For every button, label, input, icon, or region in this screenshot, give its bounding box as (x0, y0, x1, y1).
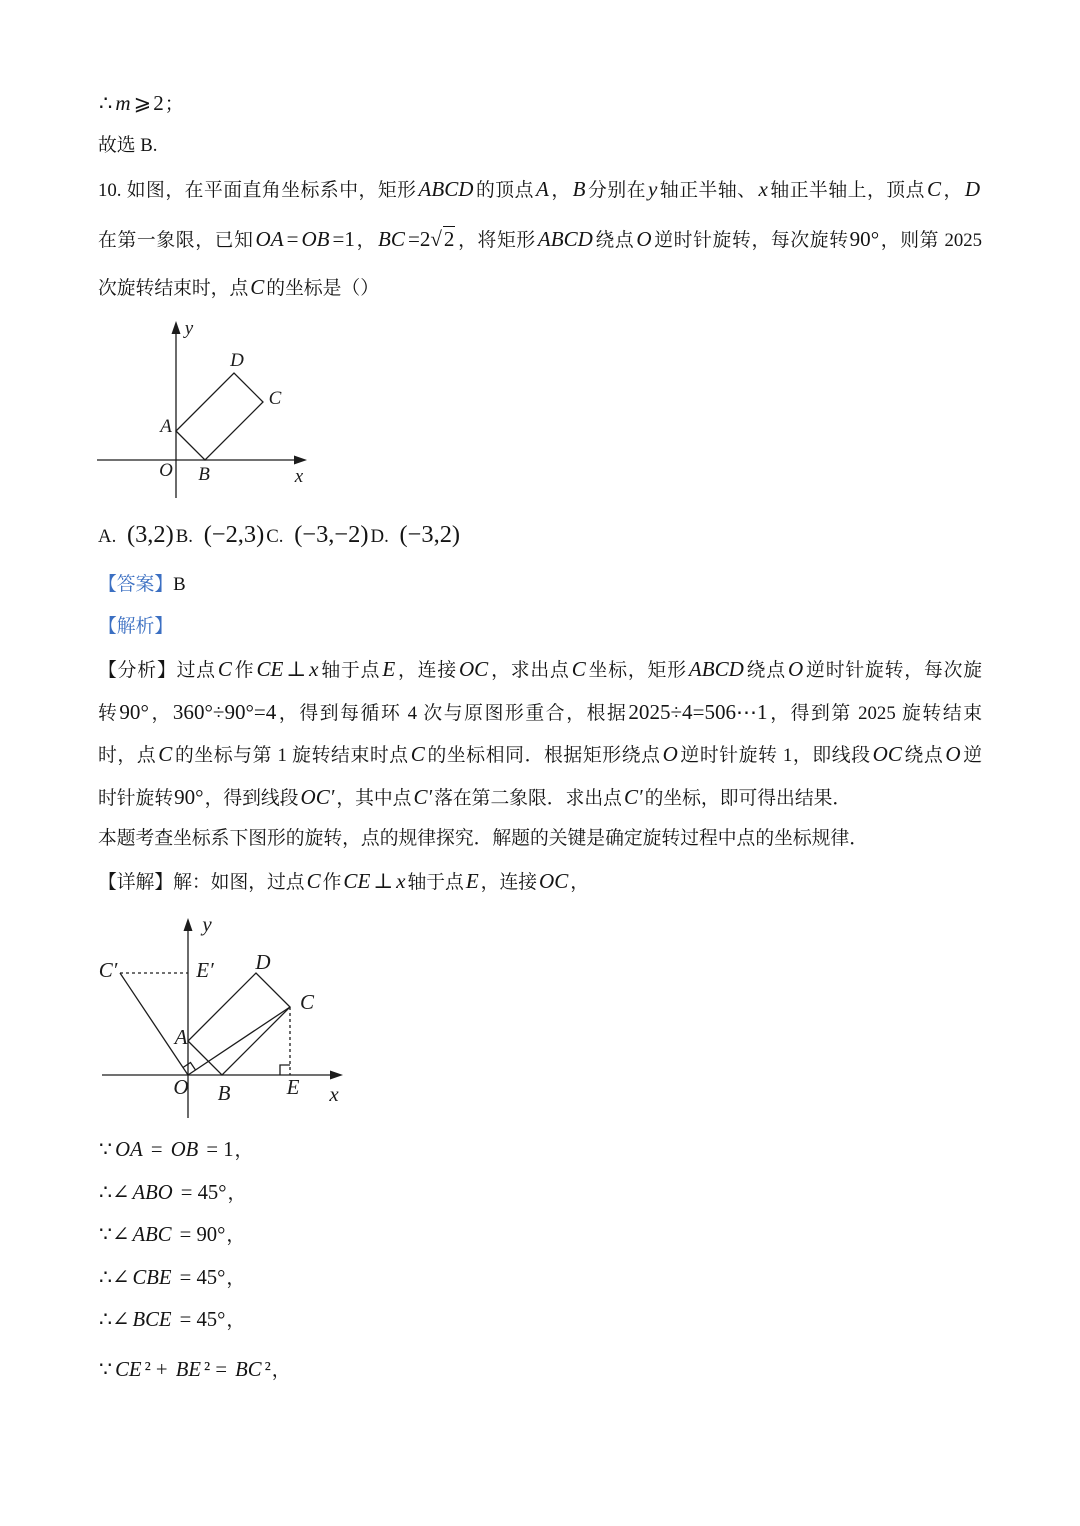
math-expression: 360°÷90°=4 (172, 700, 277, 724)
math-variable: CE (115, 1359, 142, 1381)
text-run: ，其中点 (336, 788, 412, 809)
text-run: 本题考查坐标系下图形的旋转，点的规律探究．解题的关键是确定旋转过程中点的坐标规律． (98, 828, 869, 849)
text-run: 轴正半轴上，顶点 (769, 180, 925, 201)
math-variable: C′ (413, 785, 433, 809)
math-variable: C (250, 275, 265, 299)
label-y: y (184, 318, 194, 339)
math-variable: ABC (132, 1224, 172, 1246)
sqrt-radicand: 2 (443, 227, 455, 251)
section-label: 【答案】 (98, 574, 174, 595)
math-expression: ∵ (99, 1139, 113, 1161)
math-expression: ∴ (99, 91, 113, 115)
text-run: 在第一象限，已知 (98, 230, 254, 251)
right-angle-mark-o (183, 1063, 196, 1071)
answer-line (98, 571, 186, 599)
math-expression: (3,2) (126, 521, 174, 548)
text-run: ，则第 2025 (880, 230, 982, 251)
math-variable: x (396, 869, 406, 893)
math-variable: OC′ (300, 785, 335, 809)
text-run: 分别在 (587, 180, 647, 201)
label-d: D (255, 950, 271, 974)
text-run: 次旋转结束时，点 (98, 278, 249, 299)
label-o: O (159, 460, 173, 481)
text-run: 落在第二象限．求出点 (434, 788, 622, 809)
label-c: C (268, 388, 282, 409)
text-run: ，将矩形 (457, 230, 536, 251)
text-run: ，得到线段 (204, 788, 299, 809)
math-expression: = 90° (174, 1224, 226, 1246)
text-run: D. (370, 526, 394, 547)
math-variable: ABCD (688, 657, 744, 681)
step-angle-abo (98, 1179, 246, 1207)
label-a: A (174, 1025, 188, 1049)
math-variable: OB (170, 1139, 199, 1161)
math-variable: O (787, 657, 804, 681)
text-run: 10. 如图，在平面直角坐标系中，矩形 (98, 180, 417, 201)
math-expression: ∴∠ (99, 1267, 130, 1289)
math-expression: ∴∠ (99, 1309, 130, 1331)
math-variable: A (535, 177, 549, 201)
right-angle-mark-e (280, 1065, 290, 1075)
step-pythagoras (98, 1356, 291, 1384)
math-expression: 90° (119, 700, 149, 724)
math-variable: E (382, 657, 396, 681)
math-expression: (−3,−2) (294, 521, 369, 548)
step-angle-bce (98, 1306, 245, 1334)
math-variable: B (572, 177, 586, 201)
label-d: D (230, 350, 244, 371)
text-run: ， (942, 180, 963, 201)
text-run: 作 (322, 872, 342, 893)
text-run: ，得到每循环 4 次与原图形重合，根据 (277, 703, 628, 724)
text-run: ， (149, 703, 172, 724)
label-y: y (202, 912, 212, 936)
text-run: ； (164, 94, 184, 115)
label-o: O (173, 1075, 189, 1099)
math-variable: y (648, 177, 658, 201)
math-variable: CE (343, 869, 371, 893)
answer-options (98, 521, 462, 549)
text-run: 逆时针旋转，每次旋 (805, 660, 982, 681)
label-e: E (286, 1075, 300, 1099)
math-variable: ABCD (537, 227, 593, 251)
math-variable: C (158, 742, 173, 766)
text-run: B. (175, 526, 198, 547)
text-run: 轴正半轴、 (659, 180, 757, 201)
math-variable: BCE (132, 1309, 172, 1331)
segment-oc (188, 1007, 290, 1075)
text-run: B (173, 574, 186, 595)
analysis-line-3 (98, 740, 982, 768)
text-run: A. (98, 526, 121, 547)
math-expression: ∵ (99, 1359, 113, 1381)
text-run: 转 (98, 703, 119, 724)
question-10-line-3 (98, 273, 379, 301)
math-variable: ABO (132, 1182, 173, 1204)
math-expression: (−3,2) (399, 521, 461, 548)
math-variable: x (309, 657, 319, 681)
math-expression: 90° (849, 227, 880, 251)
analysis-line-2 (98, 698, 982, 726)
text-run: ， (226, 1225, 246, 1246)
analysis-heading (98, 613, 173, 641)
math-expression: ⩾ (133, 91, 152, 115)
text-run: 作 (233, 660, 255, 681)
label-x: x (329, 1082, 339, 1106)
text-run: ， (271, 1360, 291, 1381)
math-expression: 90° (174, 785, 204, 809)
math-variable: OB (301, 227, 330, 251)
detailed-solution-intro (98, 867, 589, 895)
analysis-line-4 (98, 783, 851, 811)
label-c: C (299, 990, 315, 1014)
analysis-line-1 (98, 655, 982, 683)
math-variable: BE (175, 1359, 201, 1381)
text-run: ， (226, 1310, 246, 1331)
text-run: ， (226, 1268, 246, 1289)
math-expression: ² + (144, 1359, 173, 1381)
label-b: B (217, 1081, 231, 1105)
math-expression: = 1 (201, 1139, 234, 1161)
x-axis-arrow-icon (330, 1071, 343, 1080)
text-run: C. (266, 526, 289, 547)
label-a: A (160, 416, 172, 437)
topic-summary (98, 825, 868, 853)
y-axis-arrow-icon (184, 918, 193, 931)
text-run: 逆 (962, 745, 982, 766)
math-variable: D (964, 177, 981, 201)
math-expression: ² = (203, 1359, 233, 1381)
math-variable: O (636, 227, 652, 251)
math-expression: ∴∠ (99, 1182, 130, 1204)
text-run: 坐标，矩形 (587, 660, 687, 681)
math-expression: = 45° (174, 1309, 226, 1331)
text-run: 的坐标相同．根据矩形绕点 (426, 745, 661, 766)
math-expression: = 45° (175, 1182, 227, 1204)
step-angle-cbe (98, 1264, 245, 1292)
text-run: 逆时针旋转，每次旋转 (653, 230, 849, 251)
math-variable: m (115, 91, 131, 115)
text-run: ， (234, 1140, 254, 1161)
math-expression: ∵∠ (99, 1224, 130, 1246)
math-expression: ⊥ (373, 869, 394, 893)
math-expression: =2√ (407, 227, 442, 251)
step-angle-abc (98, 1221, 245, 1249)
text-run: 的坐标与第 1 旋转结束时点 (174, 745, 409, 766)
text-run: ，连接 (480, 872, 538, 893)
text-run: 绕点 (903, 745, 944, 766)
math-variable: OA (255, 227, 284, 251)
text-run: 【分析】过点 (98, 660, 216, 681)
math-variable: O (662, 742, 678, 766)
label-x: x (294, 466, 304, 487)
math-variable: C (217, 657, 232, 681)
math-expression: = (145, 1139, 168, 1161)
figure-rectangle-abcd (90, 310, 320, 506)
math-variable: C (306, 869, 321, 893)
rectangle-abcd (188, 973, 290, 1075)
math-variable: C (571, 657, 586, 681)
math-variable: x (758, 177, 768, 201)
text-run: ， (355, 230, 377, 251)
text-run: 的顶点 (475, 180, 534, 201)
section-label: 【解析】 (98, 616, 174, 637)
math-expression: 2025÷4=506⋯1 (628, 700, 768, 724)
math-variable: OA (115, 1139, 143, 1161)
text-run: 绕点 (594, 230, 635, 251)
text-run: ，得到第 2025 旋转结束 (768, 703, 982, 724)
math-variable: OC (872, 742, 902, 766)
question-10-line-1 (98, 175, 982, 203)
text-run: ， (227, 1183, 247, 1204)
choose-answer-b (98, 132, 157, 160)
text-run: 的坐标，即可得出结果． (644, 788, 852, 809)
math-expression: (−2,3) (203, 521, 265, 548)
x-axis-arrow-icon (294, 456, 307, 465)
math-variable: E (465, 869, 479, 893)
math-variable: CBE (132, 1267, 172, 1289)
label-e-prime: E′ (196, 958, 214, 982)
text-run: ， (570, 872, 590, 893)
math-expression: = (286, 227, 299, 251)
math-variable: CE (256, 657, 284, 681)
math-expression: ² (264, 1359, 271, 1381)
conclusion-m-range (98, 89, 184, 117)
question-10-line-2 (98, 225, 982, 253)
y-axis-arrow-icon (172, 321, 181, 334)
math-expression: 2 (153, 91, 164, 115)
math-variable: ABCD (418, 177, 474, 201)
segment-oc-prime (120, 973, 188, 1075)
math-variable: OC (458, 657, 489, 681)
math-variable: BC (235, 1359, 262, 1381)
label-b: B (198, 464, 210, 485)
text-run: 故选 B. (98, 135, 158, 156)
text-run: 轴于点 (320, 660, 381, 681)
label-c-prime: C′ (98, 958, 118, 982)
math-variable: OC (539, 869, 569, 893)
math-expression: = 45° (174, 1267, 226, 1289)
rectangle-abcd (176, 373, 263, 460)
math-expression: =1 (332, 227, 355, 251)
text-run: 绕点 (745, 660, 786, 681)
text-run: ，求出点 (490, 660, 570, 681)
math-expression: ⊥ (286, 657, 307, 681)
text-run: ，连接 (397, 660, 457, 681)
text-run: ， (550, 180, 571, 201)
step-oa-equals-ob (98, 1136, 253, 1164)
text-run: 时针旋转 (98, 788, 174, 809)
text-run: 时，点 (98, 745, 157, 766)
math-variable: C′ (623, 785, 643, 809)
text-run: 轴于点 (407, 872, 464, 893)
math-variable: C (410, 742, 425, 766)
text-run: 【详解】解：如图，过点 (98, 872, 305, 893)
math-variable: BC (378, 227, 405, 251)
text-run: 逆时针旋转 1，即线段 (679, 745, 871, 766)
math-variable: C (926, 177, 941, 201)
figure-rotation (92, 908, 354, 1124)
math-variable: O (945, 742, 961, 766)
text-run: 的坐标是（） (266, 278, 379, 299)
